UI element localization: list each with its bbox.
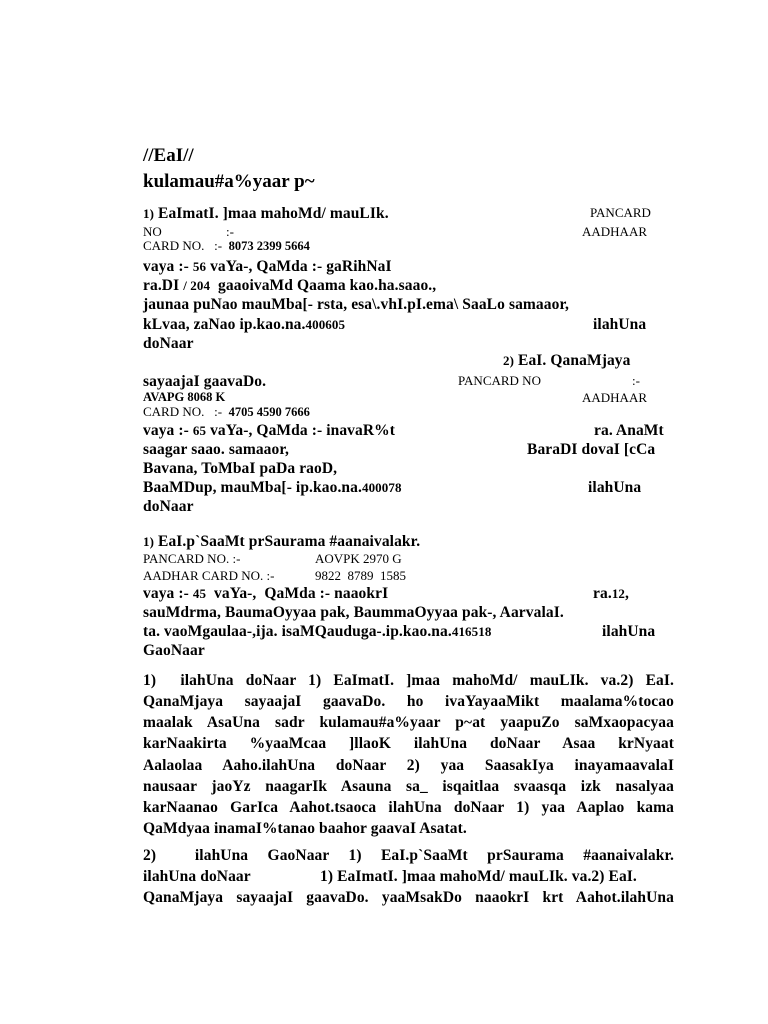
party-3-name: EaI.p`SaaMt prSaurama #aanaivalakr. (158, 533, 421, 550)
document-title: //EaI// (143, 145, 194, 166)
party-2-age: 65 (192, 423, 207, 438)
party-2-address-ra: ra. AnaMt (594, 422, 664, 439)
party-2-age-occupation (143, 423, 395, 439)
party-1-number: 1) (143, 206, 155, 221)
party-1-district: ilahUna (593, 316, 647, 333)
party-3-addr-b: ta. vaoMgaulaa-,ija. isaMQauduga-.ip.kao.na. (143, 623, 452, 640)
party-2-number: 2) (503, 353, 515, 368)
party-2-address-line-1b: BaraDI dovaI [cCa (527, 441, 656, 458)
party-2-card-sep: :- (214, 404, 223, 419)
party-1-room: / 204 (183, 278, 211, 293)
party-1-pancard-label: PANCARD (590, 205, 651, 220)
party-1-pan-separator: :- (226, 224, 234, 239)
party-1-age-occupation (143, 259, 392, 275)
party-2-addr-d: BaaMDup, mauMba[- ip.kao.na. (143, 479, 362, 496)
party-2-pan-value: AVAPG 8068 K (143, 390, 226, 404)
party-1-addr-a: ra.DI (143, 277, 180, 294)
party-3-address-line-2 (143, 624, 491, 640)
paragraph-1-line: QanaMjaya sayaajaI gaavaDo. ho ivaYayaaMikt maalama%tocao (143, 693, 674, 710)
party-3-house: ra.12, (593, 585, 629, 602)
party-1-age: 56 (192, 259, 207, 274)
party-2-aadhaar-value: 4705 4590 7666 (228, 405, 310, 419)
party-2-vaya-label: vaya :- (143, 422, 189, 439)
party-3-district: ilahUna (602, 623, 656, 640)
paragraph-1-line: 1) ilahUna doNaar 1) EaImatI. ]maa mahoMd/ mauLIk. va.2) EaI. (143, 672, 674, 689)
party-2-card-no (143, 405, 310, 419)
party-3-pan-value: AOVPK 2970 G (315, 551, 402, 566)
paragraph-1-line: karNaakirta %yaaMcaa ]llaoK ilahUna doNaar Asaa krNyaat (143, 735, 674, 752)
paragraph-1-line: karNaanao GarIca Aahot.tsaoca ilahUna doNaar 1) yaa Aaplao kama (143, 799, 674, 816)
party-3-house-no: 12 (611, 586, 626, 601)
party-2-heading (503, 353, 631, 369)
party-1-aadhaar-label: AADHAAR (582, 224, 647, 239)
party-2-aadhaar-label: AADHAAR (582, 390, 647, 405)
paragraph-1-last-line: QaMdyaa inamaI%tanao baahor gaavaI Asatat. (143, 820, 467, 837)
party-3-address-line-1: sauMdrma, BaumaOyyaa pak, BaummaOyyaa pak-, AarvalaI. (143, 604, 564, 621)
party-1-addr-d: kLvaa, zaNao ip.kao.na. (143, 316, 306, 333)
party-1-card-no (143, 239, 310, 253)
document-subtitle: kulamau#a%yaar p~ (143, 171, 315, 192)
party-1-heading (143, 206, 389, 222)
party-1-addr-b: gaaoivaMd Qaama kao.ha.saao., (218, 277, 437, 294)
paragraph-2-line-2a: ilahUna doNaar (143, 868, 251, 885)
party-2-name-line-2: sayaajaI gaavaDo. (143, 373, 267, 390)
party-2-address-line-2: Bavana, ToMbaI paDa raoD, (143, 460, 338, 477)
party-3-vaya-label: vaya :- (143, 585, 189, 602)
party-3-ra: ra. (593, 585, 612, 602)
paragraph-2-line-2b: 1) EaImatI. ]maa mahoMd/ mauLIk. va.2) EaI. (320, 868, 637, 885)
party-2-role: doNaar (143, 498, 194, 515)
party-2-address-line-3 (143, 480, 402, 496)
party-2-pan-separator: :- (632, 373, 640, 388)
paragraph-1-line: nausaar jaoYz naagarIk Asauna sa_ isqaitlaa svaasqa izk nasalyaa (143, 778, 674, 795)
paragraph-2-line: QanaMjaya sayaajaI gaavaDo. yaaMsakDo naaokrI krt Aahot.ilahUna (143, 889, 674, 906)
party-1-vaya-label: vaya :- (143, 258, 189, 275)
party-3-role: GaoNaar (143, 642, 205, 659)
party-3-pancard-label: PANCARD NO. :- (143, 551, 241, 566)
party-3-age-occupation (143, 586, 388, 602)
paragraph-1-line: Aalaolaa Aaho.ilahUna doNaar 2) yaa SaasakIya inayamaavalaI (143, 757, 674, 774)
party-2-name: EaI. QanaMjaya (518, 352, 631, 369)
party-2-card-no-label: CARD NO. (143, 404, 205, 419)
party-2-address-line-1: saagar saao. samaaor, (143, 441, 289, 458)
party-1-address-line-2: jaunaa puNao mauMba[- rsta, esa\.vhI.pI.ema\ SaaLo samaaor, (143, 296, 570, 313)
party-1-aadhaar-value: 8073 2399 5664 (228, 239, 310, 253)
party-3-occupation: vaYa-, QaMda :- naaokrI (214, 585, 389, 602)
party-1-card-sep: :- (214, 238, 223, 253)
party-1-pan-no-label: NO (143, 224, 162, 239)
paragraph-2-line: 2) ilahUna GaoNaar 1) EaI.p`SaaMt prSaurama #aanaivalakr. (143, 847, 674, 864)
party-1-card-no-label: CARD NO. (143, 238, 205, 253)
party-3-aadhar-label: AADHAR CARD NO. :- (143, 568, 275, 583)
paragraph-1-line: maalak AsaUna sadr kulamau#a%yaar p~at yaapuZo saMxaopacyaa (143, 714, 674, 731)
party-2-pancard-label: PANCARD NO (458, 373, 541, 388)
party-1-address-line-1 (143, 278, 436, 294)
party-3-number: 1) (143, 534, 155, 549)
party-1-occupation: vaYa-, QaMda :- gaRihNaI (210, 258, 392, 275)
party-2-district: ilahUna (588, 479, 642, 496)
party-2-occupation: vaYa-, QaMda :- inavaR%t (210, 422, 396, 439)
party-3-aadhar-value: 9822 8789 1585 (315, 568, 406, 583)
party-1-pin: 400605 (305, 317, 346, 332)
party-3-heading (143, 534, 420, 550)
party-1-address-line-3 (143, 317, 345, 333)
party-1-role: doNaar (143, 335, 194, 352)
party-1-name: EaImatI. ]maa mahoMd/ mauLIk. (158, 205, 389, 222)
party-3-age: 45 (192, 586, 207, 601)
party-2-pin: 400078 (361, 480, 402, 495)
party-3-pin: 416518 (451, 624, 492, 639)
